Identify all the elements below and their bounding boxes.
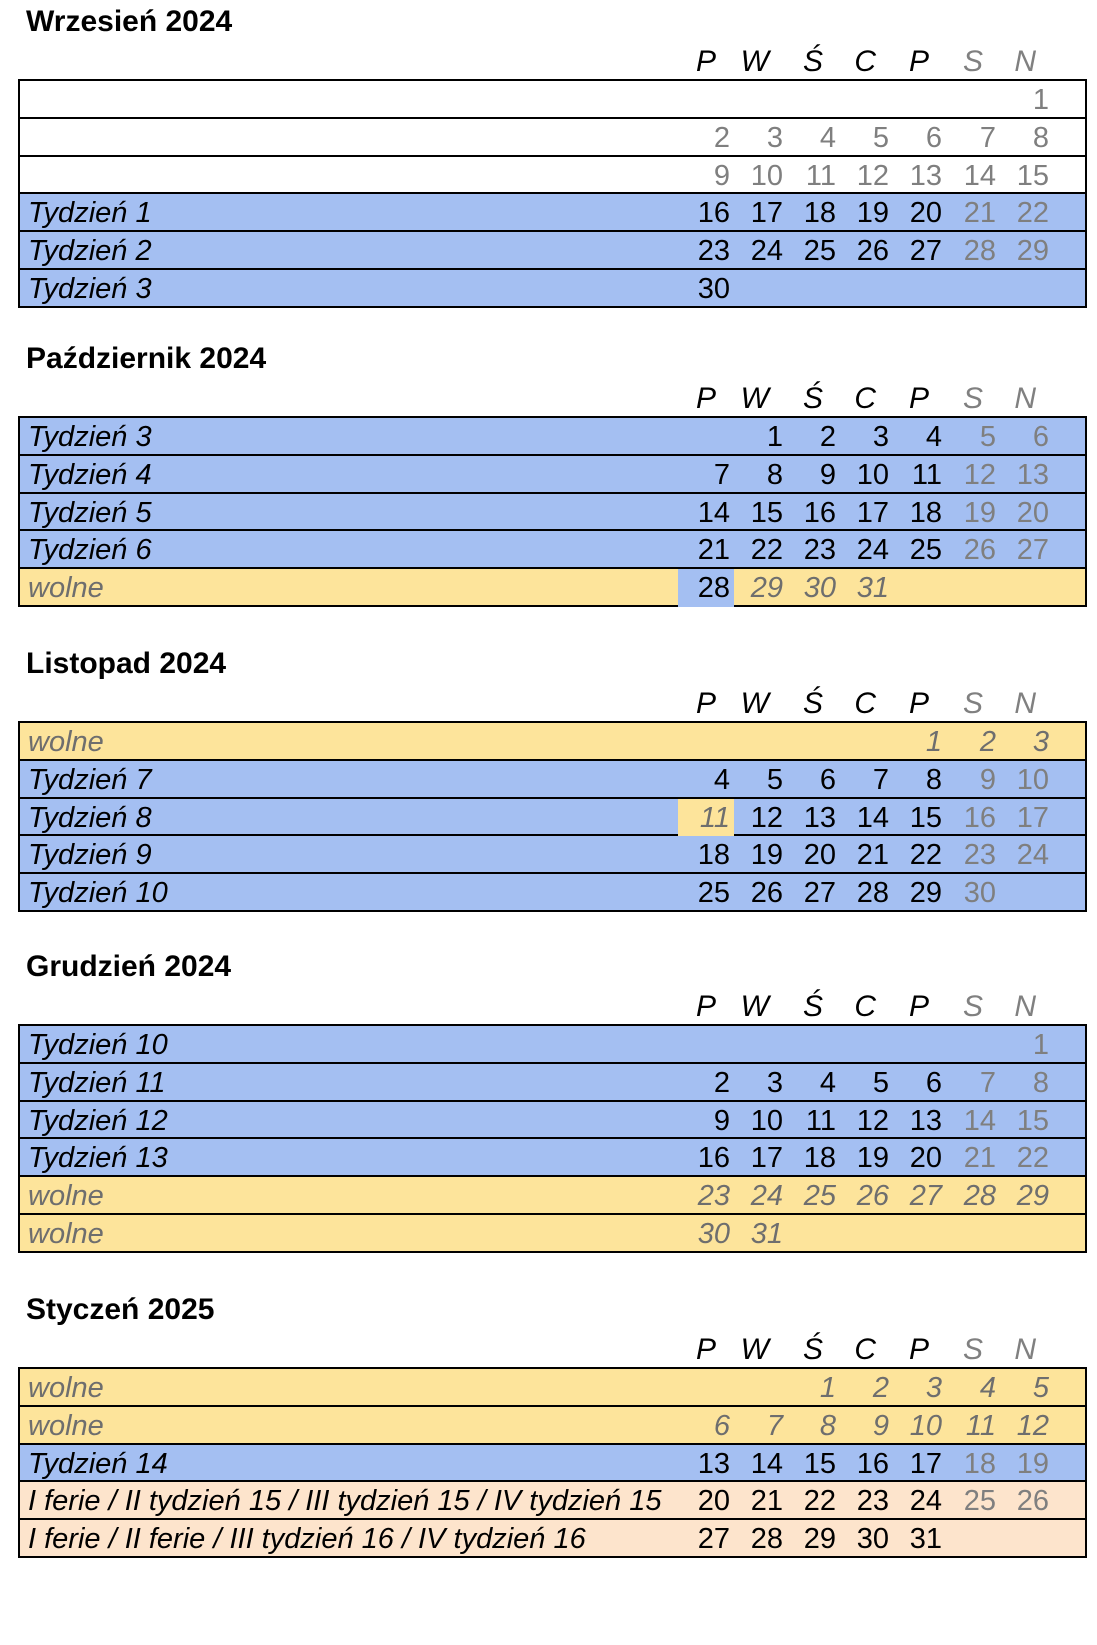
- day-cell: 6: [925, 121, 942, 154]
- day-cell: 5: [872, 121, 889, 154]
- week-row: [20, 157, 1085, 195]
- day-cell: 1: [1032, 1029, 1049, 1061]
- day-cell: 24: [750, 235, 783, 268]
- day-cell: 18: [803, 1142, 836, 1175]
- day-cell: 11: [965, 1409, 996, 1442]
- month-title: Styczeń 2025: [26, 1293, 215, 1326]
- week-row: [20, 761, 1085, 799]
- weekday-label: N: [1014, 1333, 1036, 1366]
- week-row: [20, 1445, 1085, 1483]
- day-cell: 14: [963, 159, 996, 192]
- day-cell: 2: [713, 1066, 730, 1099]
- week-row: [20, 1215, 1085, 1253]
- day-cell: 17: [750, 197, 783, 230]
- weekday-label: W: [740, 990, 769, 1023]
- weekday-label: S: [962, 382, 983, 415]
- day-cell: 9: [819, 458, 836, 491]
- day-cell: 21: [963, 1142, 996, 1175]
- day-cell: 14: [856, 801, 889, 834]
- day-cell: 21: [856, 839, 889, 872]
- weekday-label: N: [1014, 687, 1036, 720]
- weekday-label: C: [854, 990, 876, 1023]
- week-row: [20, 1102, 1085, 1140]
- week-row: [20, 119, 1085, 157]
- day-cell: 16: [697, 197, 730, 230]
- weekday-header: [0, 989, 1097, 1025]
- day-cell: 31: [856, 572, 889, 605]
- day-cell: 4: [979, 1372, 996, 1404]
- day-cell: 19: [856, 197, 889, 230]
- day-cell: 6: [925, 1066, 942, 1099]
- day-cell: 15: [909, 801, 942, 834]
- day-cell: 1: [1032, 84, 1049, 116]
- week-label: Tydzień 4: [28, 458, 152, 491]
- week-label: I ferie / II tydzień 15 / III tydzień 15 / IV tydzień 15: [28, 1485, 662, 1518]
- day-cell: 7: [713, 458, 730, 491]
- day-cell: 2: [872, 1372, 889, 1404]
- day-cell: 10: [750, 1104, 783, 1137]
- day-cell: 5: [872, 1066, 889, 1099]
- week-label: Tydzień 12: [28, 1104, 168, 1137]
- day-cell: 6: [819, 763, 836, 796]
- day-cell: 8: [1032, 1066, 1049, 1099]
- day-cell: 26: [750, 877, 783, 910]
- day-cell: 8: [925, 763, 942, 796]
- day-cell: 27: [1016, 534, 1049, 567]
- day-cell: 4: [819, 1066, 836, 1099]
- day-cell: 8: [766, 458, 783, 491]
- day-cell: 11: [678, 799, 734, 837]
- day-cell: 15: [803, 1447, 836, 1480]
- day-cell: 7: [766, 1409, 783, 1442]
- day-cell: 22: [909, 839, 942, 872]
- weekday-header: [0, 1332, 1097, 1368]
- day-cell: 7: [979, 121, 996, 154]
- weekday-label: P: [695, 382, 716, 415]
- day-cell: 16: [963, 801, 996, 834]
- day-cell: 27: [909, 235, 942, 268]
- day-cell: 15: [750, 496, 783, 529]
- weekday-label: C: [854, 687, 876, 720]
- week-label: Tydzień 7: [28, 763, 152, 796]
- day-cell: 18: [803, 197, 836, 230]
- week-label: wolne: [28, 1409, 104, 1442]
- week-row: [20, 799, 1085, 837]
- day-cell: 20: [697, 1485, 730, 1518]
- day-cell: 25: [909, 534, 942, 567]
- week-row: [20, 1520, 1085, 1558]
- month-title: Grudzień 2024: [26, 950, 232, 983]
- weekday-label: P: [908, 45, 929, 78]
- day-cell: 16: [856, 1447, 889, 1480]
- day-cell: 13: [803, 801, 836, 834]
- day-cell: 12: [856, 1104, 889, 1137]
- week-row: [20, 1177, 1085, 1215]
- day-cell: 26: [963, 534, 996, 567]
- weekday-label: C: [854, 1333, 876, 1366]
- weekday-header: [0, 381, 1097, 417]
- day-cell: 9: [713, 159, 730, 192]
- day-cell: 24: [1016, 839, 1049, 872]
- day-cell: 23: [803, 534, 836, 567]
- day-cell: 25: [803, 1180, 836, 1213]
- day-cell: 19: [856, 1142, 889, 1175]
- weekday-header: [0, 44, 1097, 80]
- week-label: wolne: [28, 572, 104, 605]
- day-cell: 4: [713, 763, 730, 796]
- day-cell: 30: [803, 572, 836, 605]
- day-cell: 24: [856, 534, 889, 567]
- weekday-label: W: [740, 45, 769, 78]
- month-table: [18, 1024, 1087, 1253]
- week-row: [20, 723, 1085, 761]
- day-cell: 20: [1016, 496, 1049, 529]
- day-cell: 21: [697, 534, 730, 567]
- week-row: [20, 1482, 1085, 1520]
- day-cell: 30: [697, 1217, 730, 1250]
- day-cell: 19: [1016, 1447, 1049, 1480]
- day-cell: 22: [803, 1485, 836, 1518]
- day-cell: 23: [697, 235, 730, 268]
- week-label: Tydzień 6: [28, 534, 152, 567]
- day-cell: 28: [856, 877, 889, 910]
- day-cell: 7: [979, 1066, 996, 1099]
- weekday-label: Ś: [802, 687, 823, 720]
- day-cell: 27: [697, 1523, 730, 1556]
- day-cell: 23: [856, 1485, 889, 1518]
- day-cell: 16: [697, 1142, 730, 1175]
- day-cell: 15: [1016, 159, 1049, 192]
- weekday-label: S: [962, 1333, 983, 1366]
- week-row: [20, 1369, 1085, 1407]
- day-cell: 21: [750, 1485, 783, 1518]
- week-row: [20, 874, 1085, 912]
- day-cell: 5: [979, 421, 996, 453]
- weekday-label: P: [695, 990, 716, 1023]
- weekday-label: P: [695, 687, 716, 720]
- week-label: Tydzień 14: [28, 1447, 168, 1480]
- day-cell: 28: [750, 1523, 783, 1556]
- day-cell: 2: [713, 121, 730, 154]
- week-label: I ferie / II ferie / III tydzień 16 / IV tydzień 16: [28, 1523, 586, 1556]
- day-cell: 17: [856, 496, 889, 529]
- day-cell: 28: [678, 569, 734, 607]
- day-cell: 3: [872, 421, 889, 453]
- day-cell: 26: [856, 1180, 889, 1213]
- day-cell: 24: [750, 1180, 783, 1213]
- week-label: Tydzień 1: [28, 197, 152, 230]
- day-cell: 29: [1016, 235, 1049, 268]
- week-label: wolne: [28, 1180, 104, 1213]
- day-cell: 6: [1032, 421, 1049, 453]
- day-cell: 2: [979, 726, 996, 758]
- day-cell: 28: [963, 1180, 996, 1213]
- day-cell: 20: [803, 839, 836, 872]
- week-label: wolne: [28, 726, 104, 758]
- day-cell: 27: [803, 877, 836, 910]
- weekday-header: [0, 686, 1097, 722]
- day-cell: 11: [805, 159, 836, 192]
- week-row: [20, 232, 1085, 270]
- week-label: Tydzień 9: [28, 839, 152, 872]
- week-row: [20, 418, 1085, 456]
- weekday-label: P: [908, 382, 929, 415]
- day-cell: 22: [750, 534, 783, 567]
- day-cell: 10: [1016, 763, 1049, 796]
- week-label: Tydzień 3: [28, 272, 152, 305]
- day-cell: 10: [750, 159, 783, 192]
- day-cell: 18: [697, 839, 730, 872]
- day-cell: 13: [1016, 458, 1049, 491]
- day-cell: 29: [750, 572, 783, 605]
- week-label: Tydzień 3: [28, 421, 152, 453]
- week-row: [20, 494, 1085, 532]
- day-cell: 31: [909, 1523, 942, 1556]
- weekday-label: S: [962, 687, 983, 720]
- weekday-label: C: [854, 382, 876, 415]
- week-row: [20, 569, 1085, 607]
- day-cell: 31: [750, 1217, 783, 1250]
- day-cell: 18: [963, 1447, 996, 1480]
- day-cell: 14: [963, 1104, 996, 1137]
- day-cell: 12: [750, 801, 783, 834]
- weekday-label: W: [740, 1333, 769, 1366]
- day-cell: 10: [856, 458, 889, 491]
- weekday-label: P: [908, 1333, 929, 1366]
- week-row: [20, 1026, 1085, 1064]
- week-label: wolne: [28, 1372, 104, 1404]
- day-cell: 28: [963, 235, 996, 268]
- day-cell: 9: [872, 1409, 889, 1442]
- day-cell: 4: [819, 121, 836, 154]
- day-cell: 13: [909, 159, 942, 192]
- weekday-label: N: [1014, 382, 1036, 415]
- day-cell: 13: [697, 1447, 730, 1480]
- day-cell: 30: [697, 272, 730, 305]
- day-cell: 3: [766, 1066, 783, 1099]
- day-cell: 23: [697, 1180, 730, 1213]
- day-cell: 9: [979, 763, 996, 796]
- day-cell: 19: [963, 496, 996, 529]
- day-cell: 12: [963, 458, 996, 491]
- week-row: [20, 270, 1085, 308]
- week-row: [20, 1064, 1085, 1102]
- week-label: Tydzień 8: [28, 801, 152, 834]
- day-cell: 19: [750, 839, 783, 872]
- day-cell: 1: [766, 421, 783, 453]
- weekday-label: W: [740, 382, 769, 415]
- day-cell: 18: [909, 496, 942, 529]
- weekday-label: P: [695, 45, 716, 78]
- day-cell: 3: [766, 121, 783, 154]
- day-cell: 26: [1016, 1485, 1049, 1518]
- week-row: [20, 531, 1085, 569]
- day-cell: 11: [911, 458, 942, 491]
- weekday-label: P: [908, 990, 929, 1023]
- day-cell: 11: [805, 1104, 836, 1137]
- week-label: Tydzień 11: [28, 1066, 166, 1099]
- day-cell: 1: [819, 1372, 836, 1404]
- week-label: Tydzień 10: [28, 1029, 168, 1061]
- week-row: [20, 194, 1085, 232]
- month-table: [18, 416, 1087, 607]
- day-cell: 17: [1016, 801, 1049, 834]
- weekday-label: P: [908, 687, 929, 720]
- day-cell: 24: [909, 1485, 942, 1518]
- day-cell: 12: [856, 159, 889, 192]
- day-cell: 7: [872, 763, 889, 796]
- weekday-label: W: [740, 687, 769, 720]
- day-cell: 25: [803, 235, 836, 268]
- weekday-label: Ś: [802, 1333, 823, 1366]
- month-title: Wrzesień 2024: [26, 5, 233, 38]
- day-cell: 22: [1016, 197, 1049, 230]
- day-cell: 20: [909, 1142, 942, 1175]
- day-cell: 26: [856, 235, 889, 268]
- day-cell: 9: [713, 1104, 730, 1137]
- month-table: [18, 1367, 1087, 1558]
- weekday-label: C: [854, 45, 876, 78]
- weekday-label: Ś: [802, 45, 823, 78]
- day-cell: 29: [803, 1523, 836, 1556]
- weekday-label: S: [962, 990, 983, 1023]
- week-row: [20, 1139, 1085, 1177]
- month-title: Październik 2024: [26, 342, 267, 375]
- week-row: [20, 836, 1085, 874]
- day-cell: 5: [766, 763, 783, 796]
- weekday-label: P: [695, 1333, 716, 1366]
- day-cell: 5: [1032, 1372, 1049, 1404]
- day-cell: 29: [909, 877, 942, 910]
- day-cell: 14: [750, 1447, 783, 1480]
- day-cell: 17: [750, 1142, 783, 1175]
- day-cell: 10: [909, 1409, 942, 1442]
- month-table: [18, 79, 1087, 308]
- day-cell: 20: [909, 197, 942, 230]
- day-cell: 13: [909, 1104, 942, 1137]
- day-cell: 2: [819, 421, 836, 453]
- week-row: [20, 456, 1085, 494]
- week-label: Tydzień 13: [28, 1142, 168, 1175]
- week-row: [20, 1407, 1085, 1445]
- day-cell: 29: [1016, 1180, 1049, 1213]
- day-cell: 15: [1016, 1104, 1049, 1137]
- weekday-label: N: [1014, 45, 1036, 78]
- week-row: [20, 81, 1085, 119]
- day-cell: 22: [1016, 1142, 1049, 1175]
- day-cell: 25: [697, 877, 730, 910]
- day-cell: 8: [819, 1409, 836, 1442]
- month-title: Listopad 2024: [26, 647, 227, 680]
- day-cell: 8: [1032, 121, 1049, 154]
- day-cell: 30: [963, 877, 996, 910]
- day-cell: 1: [925, 726, 942, 758]
- day-cell: 14: [697, 496, 730, 529]
- week-label: Tydzień 2: [28, 235, 152, 268]
- day-cell: 21: [963, 197, 996, 230]
- day-cell: 12: [1016, 1409, 1049, 1442]
- day-cell: 3: [1032, 726, 1049, 758]
- week-label: wolne: [28, 1217, 104, 1250]
- month-table: [18, 721, 1087, 912]
- weekday-label: Ś: [802, 990, 823, 1023]
- day-cell: 3: [925, 1372, 942, 1404]
- day-cell: 25: [963, 1485, 996, 1518]
- day-cell: 17: [909, 1447, 942, 1480]
- week-label: Tydzień 5: [28, 496, 152, 529]
- day-cell: 16: [803, 496, 836, 529]
- day-cell: 4: [925, 421, 942, 453]
- day-cell: 27: [909, 1180, 942, 1213]
- weekday-label: Ś: [802, 382, 823, 415]
- week-label: Tydzień 10: [28, 877, 168, 910]
- day-cell: 30: [856, 1523, 889, 1556]
- weekday-label: N: [1014, 990, 1036, 1023]
- day-cell: 23: [963, 839, 996, 872]
- day-cell: 6: [713, 1409, 730, 1442]
- weekday-label: S: [962, 45, 983, 78]
